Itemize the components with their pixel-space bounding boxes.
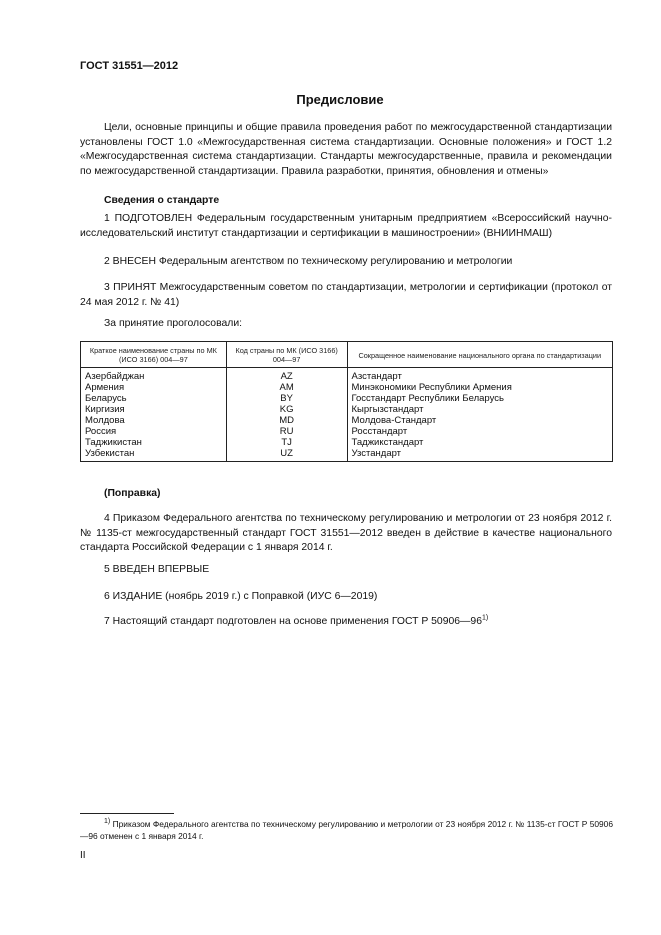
footnote-number: 1): [104, 818, 111, 826]
table-header-row: [81, 342, 613, 368]
table-header-country: Краткое наименование страны по МК (ИСО 3166) 004—97: [81, 342, 227, 368]
page-number: II: [80, 850, 86, 861]
body-cell: Росстандарт: [347, 426, 613, 437]
code-cell: MD: [226, 415, 347, 426]
body-cell: Азстандарт: [347, 368, 613, 383]
body-cell: Молдова-Стандарт: [347, 415, 613, 426]
body-cell: Минэкономики Республики Армения: [347, 382, 613, 393]
code-cell: AM: [226, 382, 347, 393]
item-3-paragraph: 3 ПРИНЯТ Межгосударственным советом по стандартизации, метрологии и сертификации (протокол от 24 мая 2012 г. № 41): [80, 282, 612, 308]
body-cell: Кыргызстандарт: [347, 404, 613, 415]
table-row: [81, 368, 613, 383]
table-row: [81, 393, 613, 404]
country-cell: Россия: [81, 426, 227, 437]
item-1-paragraph: 1 ПОДГОТОВЛЕН Федеральным государственным унитарным предприятием «Всероссийский научно-исследовательский институт стандартизации и сертификации в машиностроении» (ВНИИНМАШ): [80, 213, 612, 239]
body-cell: Таджикстандарт: [347, 437, 613, 448]
item-5-paragraph: 5 ВВЕДЕН ВПЕРВЫЕ: [104, 564, 210, 575]
intro-paragraph: Цели, основные принципы и общие правила проведения работ по межгосударственной стандартизации установлены ГОСТ 1.0 «Межгосударственная система стандартизации. Основные положения» и ГОСТ 1.2 «Межгосударственная система стандартизации. Стандарты межгосударственные, правила и рекомендации по межгосударственной стандартизации. Правила разработки, принятия, обновления и отмены»: [80, 122, 612, 177]
table-row: [81, 382, 613, 393]
country-cell: Узбекистан: [81, 448, 227, 462]
voting-table: [80, 341, 613, 462]
country-cell: Азербайджан: [81, 368, 227, 383]
body-cell: Узстандарт: [347, 448, 613, 462]
code-cell: AZ: [226, 368, 347, 383]
item-2-paragraph: 2 ВНЕСЕН Федеральным агентством по техническому регулированию и метрологии: [104, 256, 513, 267]
table-header-code: Код страны по МК (ИСО 3166) 004—97: [226, 342, 347, 368]
vote-label: За принятие проголосовали:: [104, 318, 243, 329]
code-cell: RU: [226, 426, 347, 437]
correction-label: (Поправка): [104, 488, 161, 499]
standard-header: ГОСТ 31551—2012: [80, 60, 179, 72]
table-row: [81, 404, 613, 415]
code-cell: KG: [226, 404, 347, 415]
code-cell: BY: [226, 393, 347, 404]
country-cell: Беларусь: [81, 393, 227, 404]
table-header-body: Сокращенное наименование национального органа по стандартизации: [347, 342, 613, 368]
subheading: Сведения о стандарте: [104, 195, 220, 206]
table-row: [81, 437, 613, 448]
body-cell: Госстандарт Республики Беларусь: [347, 393, 613, 404]
table-row: [81, 415, 613, 426]
code-cell: UZ: [226, 448, 347, 462]
country-cell: Армения: [81, 382, 227, 393]
code-cell: TJ: [226, 437, 347, 448]
footnote-text: Приказом Федерального агентства по техническому регулированию и метрологии от 23 ноября 2012 г. № 1135-ст ГОСТ Р 50906—96 отменен с 1 января 2014 г.: [80, 819, 613, 841]
item-7-text: 7 Настоящий стандарт подготовлен на основе применения ГОСТ Р 50906—96: [104, 616, 482, 627]
page-title: Предисловие: [296, 92, 384, 107]
item-6-paragraph: 6 ИЗДАНИЕ (ноябрь 2019 г.) с Поправкой (ИУС 6—2019): [104, 591, 378, 602]
footnote-separator: [80, 813, 174, 814]
table-row: [81, 426, 613, 437]
footnote: [80, 818, 613, 842]
table-row: [81, 448, 613, 462]
item-4-paragraph: 4 Приказом Федерального агентства по техническому регулированию и метрологии от 23 ноября 2012 г. № 1135-ст межгосударственный стандарт ГОСТ 31551—2012 введен в действие в качестве национального стандарта Российской Федерации с 1 января 2014 г.: [80, 513, 612, 553]
item-7-paragraph: [80, 615, 612, 630]
country-cell: Киргизия: [81, 404, 227, 415]
country-cell: Молдова: [81, 415, 227, 426]
footnote-marker: 1): [482, 614, 489, 622]
country-cell: Таджикистан: [81, 437, 227, 448]
